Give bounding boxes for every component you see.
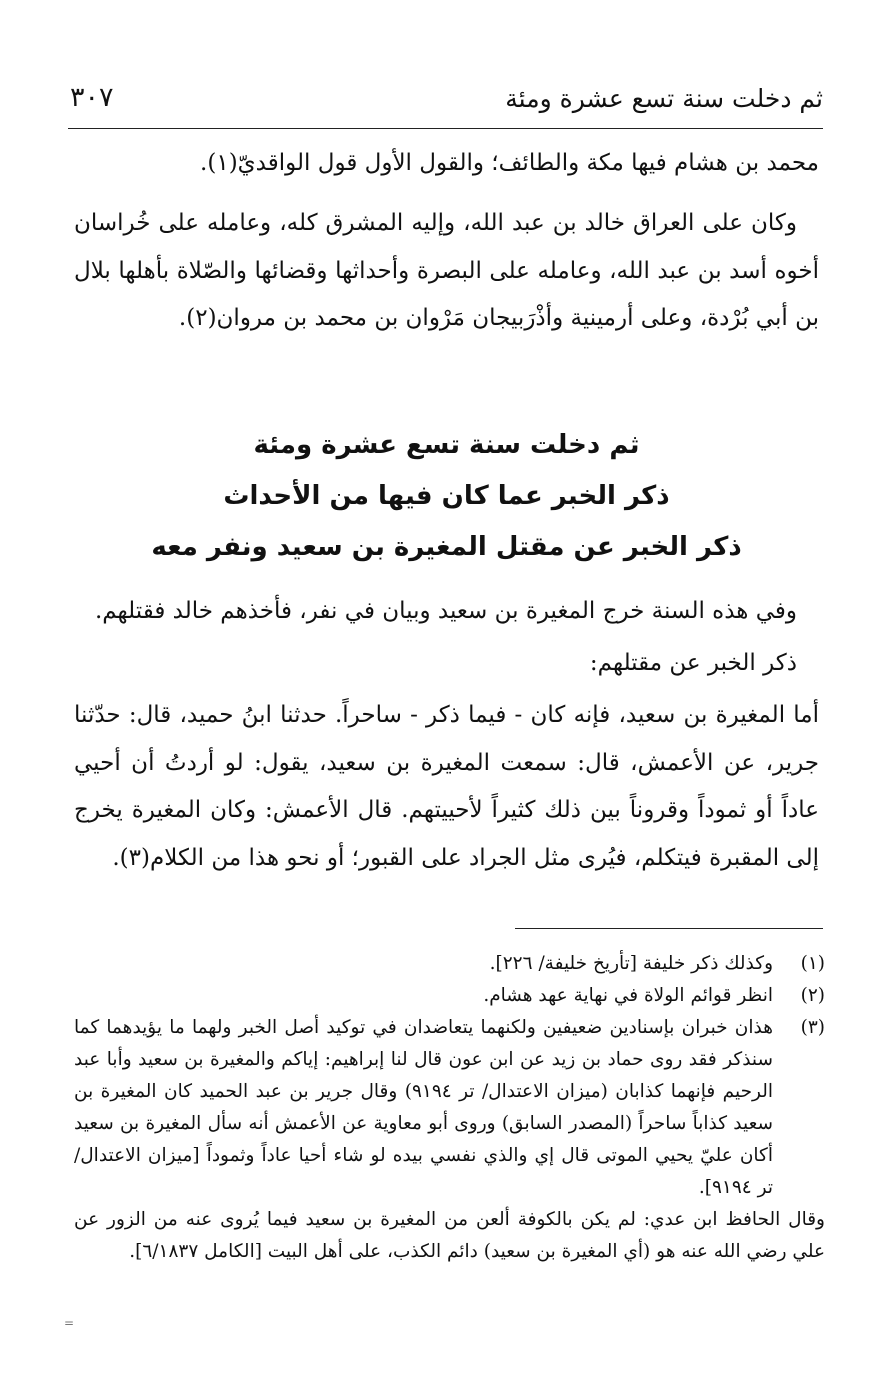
footnote-2 [74, 980, 825, 1012]
paragraph-2 [74, 200, 819, 343]
page-number: ٣٠٧ [70, 82, 114, 113]
footnote-2-mark: (٢) [800, 985, 825, 1006]
mughira-heading: ذكر الخبر عن مقتل المغيرة بن سعيد ونفر معه [151, 532, 742, 562]
year-heading: ثم دخلت سنة تسع عشرة ومئة [253, 430, 640, 460]
header-divider [68, 128, 823, 129]
paragraph-5 [74, 692, 819, 882]
paragraph-4-text: ذكر الخبر عن مقتلهم: [589, 650, 797, 676]
footnote-2-text: انظر قوائم الولاة في نهاية عهد هشام. [483, 985, 773, 1006]
paragraph-1 [74, 140, 819, 188]
paragraph-4 [74, 640, 819, 688]
footnote-divider [515, 928, 823, 929]
paragraph-2-text: وكان على العراق خالد بن عبد الله، وإليه المشرق كله، وعامله على خُراسان أخوه أسد بن عبد الله، وعامله على البصرة وأحداثها وقضائها والصّلاة بأهلها بلال بن أبي بُرْدة، وعلى أرمينية وأذْرَبيجان مَرْوان بن محمد بن مروان(٢). [74, 210, 819, 331]
footnote-1-text: وكذلك ذكر خليفة [تأريخ خليفة/ ٢٢٦]. [489, 953, 773, 974]
footnote-3-continuation: وقال الحافظ ابن عدي: لم يكن بالكوفة ألعن من المغيرة بن سعيد فيما يُروى عنه من الزور عن علي رضي الله عنه هو (أي المغيرة بن سعيد) دائم الكذب، على أهل البيت [الكامل ٦/١٨٣٧]. [74, 1209, 825, 1262]
paragraph-3-text: وفي هذه السنة خرج المغيرة بن سعيد وبيان في نفر، فأخذهم خالد فقتلهم. [94, 598, 797, 624]
paragraph-5-text: أما المغيرة بن سعيد، فإنه كان - فيما ذكر - ساحراً. حدثنا ابنُ حميد، قال: حدّثنا جرير، عن الأعمش، قال: سمعت المغيرة بن سعيد، يقول: لو أردتُ أن أحيي عاداً أو ثموداً وقروناً بين ذلك كثيراً لأحييتهم. قال الأعمش: وكان المغيرة يخرج إلى المقبرة فيتكلم، فيُرى مثل الجراد على القبور؛ أو نحو هذا من الكلام(٣). [74, 702, 819, 871]
footnote-1-mark: (١) [800, 953, 825, 974]
margin-mark: = [64, 1316, 75, 1330]
footnote-3-mark: (٣) [800, 1017, 825, 1038]
running-header-title: ثم دخلت سنة تسع عشرة ومئة [505, 84, 823, 113]
footnote-1 [74, 948, 825, 980]
footnotes [74, 948, 825, 1268]
section-headings [74, 420, 819, 573]
footnote-3 [74, 1012, 825, 1204]
footnote-3-text: هذان خبران بإسنادين ضعيفين ولكنهما يتعاضدان في توكيد أصل الخبر ولهما ما يؤيدهما كما سنذكر فقد روى حماد بن زيد عن ابن عون قال لنا إبراهيم: إياكم والمغيرة بن سعيد وأبا عبد الرحيم فإنهما كذابان (ميزان الاعتدال/ تر ٩١٩٤) وقال جرير بن عبد الحميد كان المغيرة بن سعيد كذاباً ساحراً (المصدر السابق) وروى أبو معاوية عن الأعمش أنه سأل المغيرة بن سعيد أكان عليّ يحيي الموتى قال إي والذي نفسي بيده لو شاء أحيا عاداً وثموداً [ميزان الاعتدال/ تر ٩١٩٤]. [74, 1017, 773, 1198]
paragraph-1-text: محمد بن هشام فيها مكة والطائف؛ والقول الأول قول الواقديّ(١). [200, 150, 819, 176]
paragraph-3 [74, 588, 819, 636]
events-heading: ذكر الخبر عما كان فيها من الأحداث [223, 481, 670, 511]
